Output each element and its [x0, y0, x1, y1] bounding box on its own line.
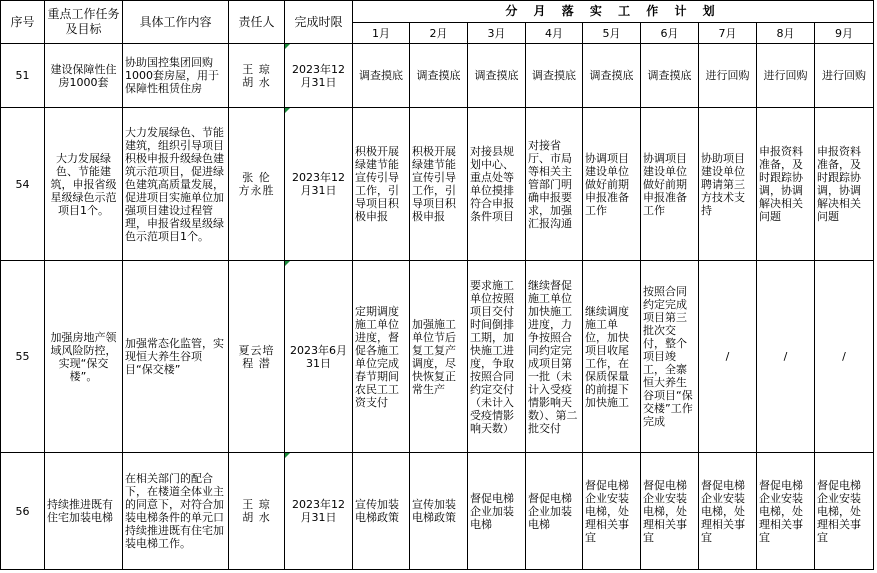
header-month: 2月 [410, 23, 468, 44]
row-task: 建设保障性住房1000套 [45, 44, 123, 108]
row-owner: 王 琼 胡 水 [229, 453, 285, 570]
row-month-plan: 继续督促施工单位加快施工进度，力争按照合同约定完成项目第一批（未计入受疫情影响天数）、第二批交付 [526, 261, 583, 453]
header-month: 9月 [815, 23, 874, 44]
row-owner: 王 琼 胡 水 [229, 44, 285, 108]
header-content: 具体工作内容 [123, 1, 229, 44]
row-month-plan: 调查摸底 [583, 44, 641, 108]
row-month-plan: 积极开展绿建节能宣传引导工作，引导项目积极申报 [353, 108, 410, 261]
row-month-plan: 调查摸底 [526, 44, 583, 108]
row-month-plan: 积极开展绿建节能宣传引导工作，引导项目积极申报 [410, 108, 468, 261]
row-month-plan: 督促电梯企业安装电梯，处理相关事宜 [815, 453, 874, 570]
row-deadline: 2023年12月31日 [285, 108, 353, 261]
header-seq: 序号 [1, 1, 45, 44]
row-month-plan: 定期调度施工单位进度，督促各施工单位完成春节期间农民工工资支付 [353, 261, 410, 453]
row-month-plan: 进行回购 [757, 44, 815, 108]
row-content: 协助国控集团回购1000套房屋，用于保障性租赁住房 [123, 44, 229, 108]
header-month: 8月 [757, 23, 815, 44]
table-row [1, 108, 874, 261]
row-month-plan: 申报资料准备，及时跟踪协调，协调解决相关问题 [757, 108, 815, 261]
row-month-plan: 进行回购 [699, 44, 757, 108]
row-month-plan: 进行回购 [815, 44, 874, 108]
header-month: 7月 [699, 23, 757, 44]
header-month: 3月 [468, 23, 526, 44]
table-row [1, 44, 874, 108]
row-month-plan: 宣传加装电梯政策 [410, 453, 468, 570]
row-month-plan: 申报资料准备，及时跟踪协调，协调解决相关问题 [815, 108, 874, 261]
table-row [1, 261, 874, 453]
row-month-plan: 督促电梯企业安装电梯，处理相关事宜 [641, 453, 699, 570]
row-month-plan: 调查摸底 [353, 44, 410, 108]
row-task: 加强房地产领域风险防控，实现“保交楼”。 [45, 261, 123, 453]
row-deadline: 2023年12月31日 [285, 453, 353, 570]
row-month-plan: 对接省厅、市局等相关主管部门明确申报要求，加强汇报沟通 [526, 108, 583, 261]
header-month: 1月 [353, 23, 410, 44]
row-owner: 张 伦 方永胜 [229, 108, 285, 261]
header-month: 4月 [526, 23, 583, 44]
row-month-plan: / [699, 261, 757, 453]
header-owner: 责任人 [229, 1, 285, 44]
row-month-plan: 调查摸底 [641, 44, 699, 108]
row-month-plan: 继续调度施工单位，加快项目收尾工作，在保质保量的前提下加快施工 [583, 261, 641, 453]
row-owner: 夏云培 程 潜 [229, 261, 285, 453]
row-month-plan: 协助项目建设单位聘请第三方技术支持 [699, 108, 757, 261]
row-month-plan: 督促电梯企业安装电梯，处理相关事宜 [757, 453, 815, 570]
row-month-plan: 协调项目建设单位做好前期申报准备工作 [583, 108, 641, 261]
row-month-plan: 宣传加装电梯政策 [353, 453, 410, 570]
header-deadline: 完成时限 [285, 1, 353, 44]
row-content: 在相关部门的配合下，在楼道全体业主的同意下，对符合加装电梯条件的单元口持续推进既有住宅加装电梯工作。 [123, 453, 229, 570]
row-month-plan: 督促电梯企业安装电梯，处理相关事宜 [583, 453, 641, 570]
row-month-plan: 督促电梯企业安装电梯，处理相关事宜 [699, 453, 757, 570]
row-month-plan: / [815, 261, 874, 453]
table-row [1, 453, 874, 570]
row-seq: 54 [1, 108, 45, 261]
row-month-plan: 调查摸底 [468, 44, 526, 108]
row-deadline: 2023年12月31日 [285, 44, 353, 108]
row-month-plan: 调查摸底 [410, 44, 468, 108]
row-task: 大力发展绿色、节能建筑，申报省级星级绿色示范项目1个。 [45, 108, 123, 261]
row-seq: 51 [1, 44, 45, 108]
row-content: 大力发展绿色、节能建筑，组织引导项目积极申报升级绿色建筑示范项目，促进绿色建筑高质量发展，促进项目实施单位加强项目建设过程管理，申报省级星级绿色示范项目1个。 [123, 108, 229, 261]
row-deadline: 2023年6月31日 [285, 261, 353, 453]
row-month-plan: 督促电梯企业加装电梯 [468, 453, 526, 570]
row-seq: 56 [1, 453, 45, 570]
header-plan: 分 月 落 实 工 作 计 划 [353, 1, 874, 23]
row-month-plan: 加强施工单位节后复工复产调度，尽快恢复正常生产 [410, 261, 468, 453]
row-seq: 55 [1, 261, 45, 453]
header-task: 重点工作任务及目标 [45, 1, 123, 44]
row-task: 持续推进既有住宅加装电梯 [45, 453, 123, 570]
header-month: 6月 [641, 23, 699, 44]
row-content: 加强常态化监管，实现恒大养生谷项目“保交楼” [123, 261, 229, 453]
row-month-plan: 对接县规划中心、重点处等单位摸排符合申报条件项目 [468, 108, 526, 261]
row-month-plan: 按照合同约定完成项目第三批次交付，整个项目竣工，全寨恒大养生谷项目“保交楼”工作完成 [641, 261, 699, 453]
row-month-plan: 协调项目建设单位做好前期申报准备工作 [641, 108, 699, 261]
header-month: 5月 [583, 23, 641, 44]
row-month-plan: 要求施工单位按照项目交付时间倒排工期，加快施工进度，争取按照合同约定交付（未计入受疫情影响天数） [468, 261, 526, 453]
row-month-plan: 督促电梯企业加装电梯 [526, 453, 583, 570]
row-month-plan: / [757, 261, 815, 453]
